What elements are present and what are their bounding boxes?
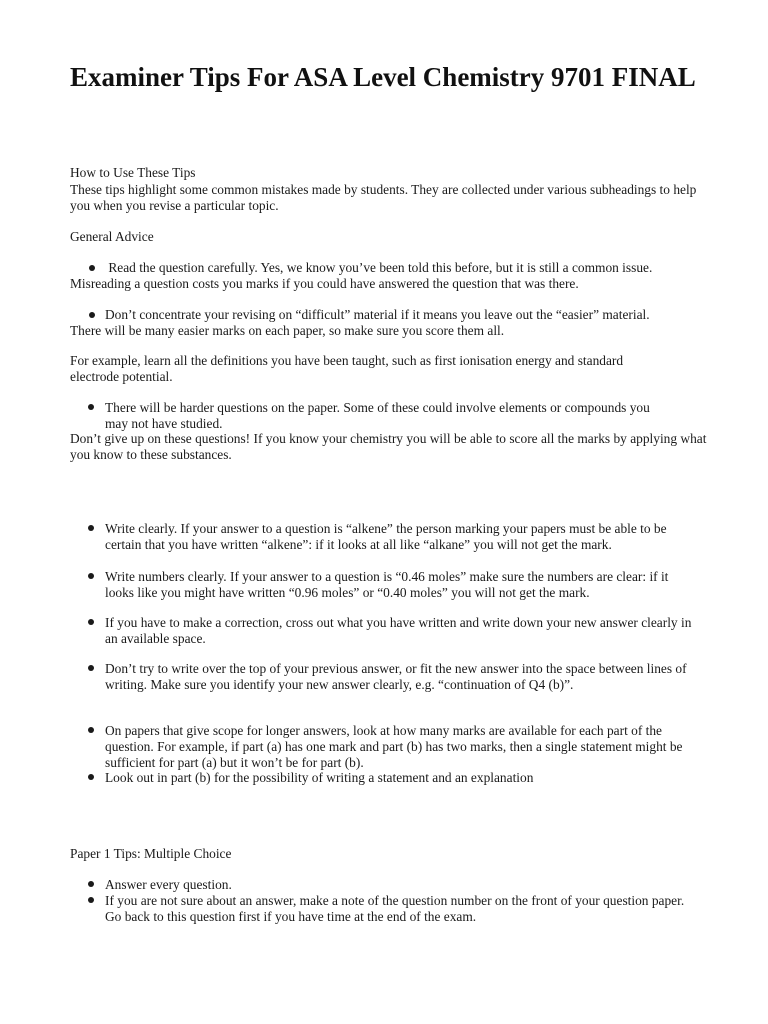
bullet-icon (88, 774, 94, 780)
bullet-text: Look out in part (b) for the possibility of writing a statement and an explanation (105, 770, 534, 785)
list-item (105, 770, 705, 786)
bullet-text: Don’t concentrate your revising on “difficult” material if it means you leave out the “easier” material. There will be many easier marks on each paper, so make sure you score them all. (70, 307, 650, 338)
bullet-text: If you have to make a correction, cross out what you have written and write down your new answer clearly in an available space. (105, 615, 692, 646)
bullet-icon (88, 727, 94, 733)
list-item (105, 615, 695, 647)
bullet-icon (88, 525, 94, 531)
document-title: Examiner Tips For ASA Level Chemistry 9701 FINAL (70, 62, 696, 92)
list-item (105, 877, 695, 893)
bullet-text: If you are not sure about an answer, make a note of the question number on the front of your question paper. Go back to this question first if you have time at the end of the exam. (105, 893, 685, 924)
bullet-text: Don’t try to write over the top of your previous answer, or fit the new answer into the space between lines of writing. Make sure you identify your new answer clearly, e.g. “continuation of Q4 (b)”. (105, 661, 687, 692)
how-to-heading: How to Use These Tips (70, 165, 196, 180)
bullet-icon (88, 404, 94, 410)
bullet-text: Answer every question. (105, 877, 232, 892)
bullet-icon (88, 881, 94, 887)
list-item (105, 521, 695, 553)
bullet-icon (89, 265, 95, 271)
list-item (70, 260, 670, 292)
list-item (70, 307, 680, 339)
list-item (105, 400, 665, 432)
list-item (105, 569, 695, 601)
list-item (105, 893, 695, 925)
list-item (105, 723, 695, 771)
list-item (105, 661, 700, 693)
bullet-text: Write clearly. If your answer to a question is “alkene” the person marking your papers must be able to be certain that you have written “alkene”: if it looks at all like “alkane” you will not get the mark. (105, 521, 667, 552)
bullet-icon (88, 573, 94, 579)
bullet-icon (88, 619, 94, 625)
bullet-icon (89, 312, 95, 318)
bullet-text: Read the question carefully. Yes, we know you’ve been told this before, but it is still a common issue. Misreading a question costs you marks if you could have answered the question that was there. (70, 260, 653, 291)
general-advice-heading: General Advice (70, 229, 154, 244)
bullet-icon (88, 897, 94, 903)
bullet-text: On papers that give scope for longer answers, look at how many marks are available for each part of the question. For example, if part (a) has one mark and part (b) has two marks, then a single statement might be sufficient for part (a) but it won’t be for part (b). (105, 723, 683, 770)
paper1-heading: Paper 1 Tips: Multiple Choice (70, 846, 232, 861)
bullet-text: Write numbers clearly. If your answer to a question is “0.46 moles” make sure the numbers are clear: if it looks like you might have written “0.96 moles” or “0.40 moles” you will not get the mark. (105, 569, 669, 600)
bullet-text: There will be harder questions on the paper. Some of these could involve elements or compounds you may not have studied. (105, 400, 650, 431)
how-to-text: These tips highlight some common mistakes made by students. They are collected under various subheadings to help you when you revise a particular topic. (70, 182, 697, 213)
dont-give-up-text: Don’t give up on these questions! If you know your chemistry you will be able to score all the marks by applying what you know to these substances. (70, 431, 707, 462)
example-text: For example, learn all the definitions you have been taught, such as first ionisation energy and standard electrode potential. (70, 353, 624, 384)
bullet-icon (88, 665, 94, 671)
